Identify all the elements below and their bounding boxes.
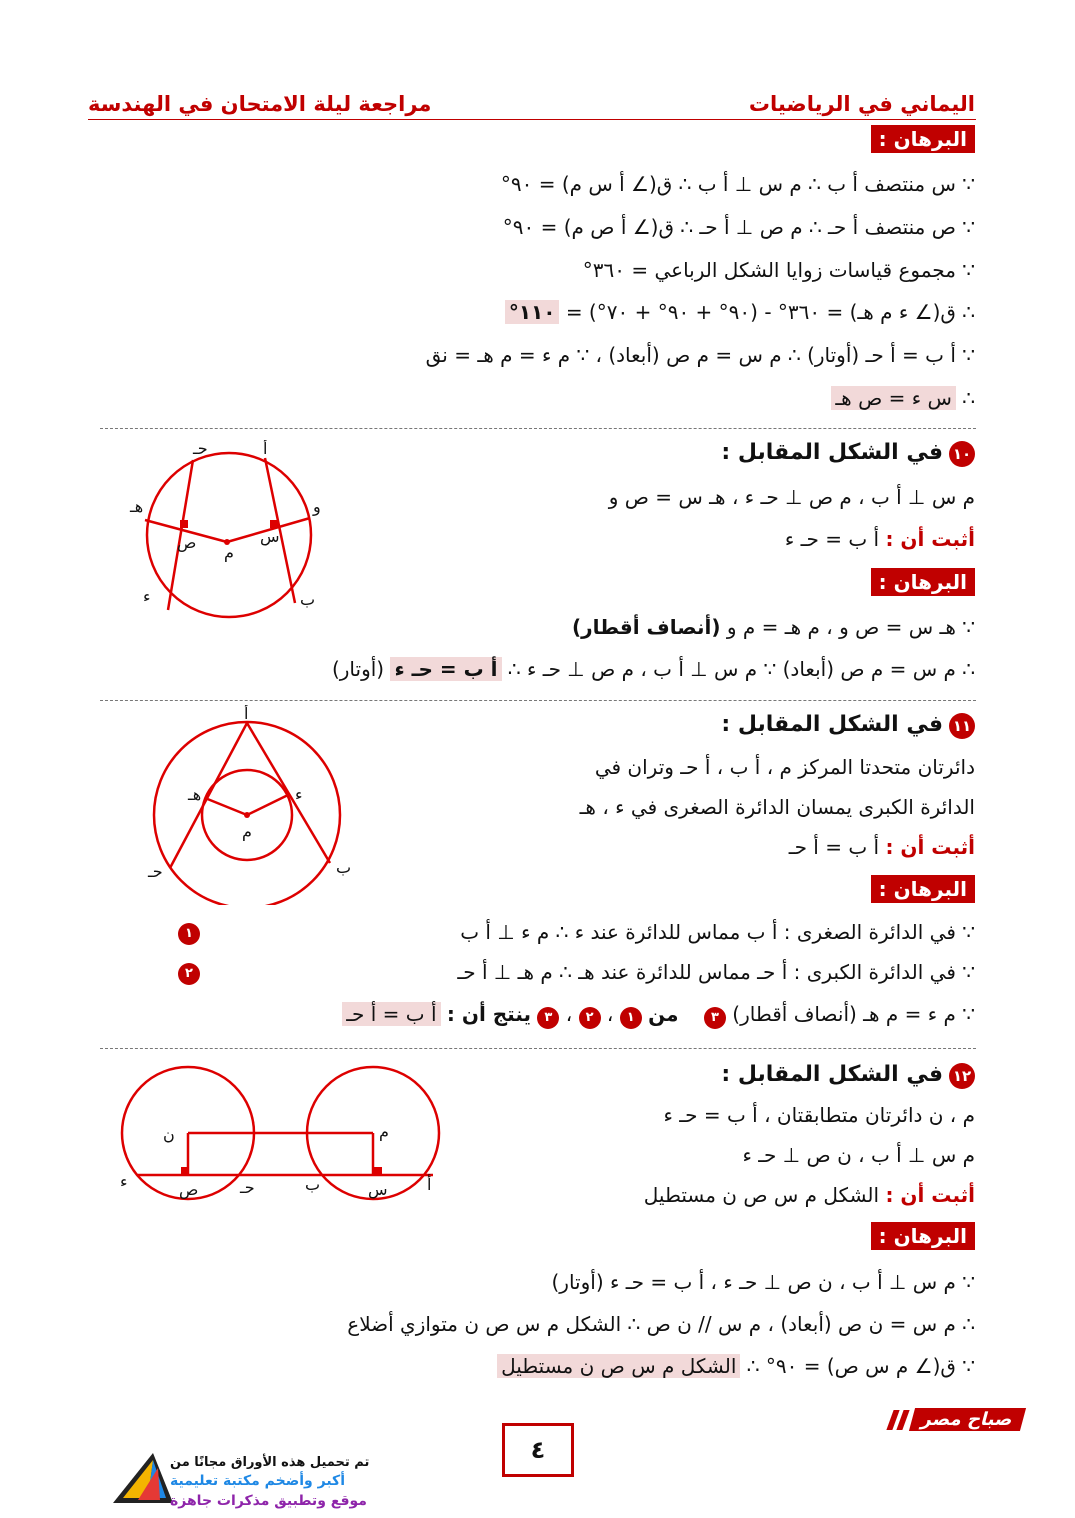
q11-figure (140, 705, 360, 905)
page-number: ٤ (502, 1423, 574, 1477)
separator (100, 428, 976, 429)
q11-label-e: حـ (148, 862, 163, 881)
q12-proof-badge: البرهان : (871, 1222, 975, 1250)
q11-number: ١١ (949, 713, 975, 739)
q10-proof-badge: البرهان : (871, 568, 975, 596)
q10-given: م س ⊥ أ ب ، م ص ⊥ حـ ء ، هـ س = ص و (608, 485, 975, 509)
q12-proof-2: ∴ م س = ن ص (أبعاد) ، م س // ن ص ∴ الشكل م س ص ن متوازي أضلاع (347, 1312, 975, 1336)
proof-badge: البرهان : (871, 125, 975, 153)
p9-line-4: ∴ ق(∠ ء م هـ) = ٣٦٠° - (٩٠° + ٩٠° + ٧٠°) = ١١٠° (505, 300, 975, 324)
q12-label-n: ن (163, 1125, 175, 1144)
q11-label-b: هـ (188, 785, 202, 804)
q12-label-d: ء (120, 1172, 128, 1191)
q12-label-sin: س (368, 1180, 388, 1199)
q12-label-m: م (379, 1122, 389, 1141)
q11-proof-badge: البرهان : (871, 875, 975, 903)
p9-line-1: ∵ س منتصف أ ب ∴ م س ⊥ أ ب ∴ ق(∠ أ س م) = ٩٠° (500, 172, 975, 196)
q12-figure (115, 1055, 450, 1205)
q12-label-b: ب (305, 1175, 321, 1194)
q10-prove: أثبت أن : أ ب = حـ ء (784, 527, 975, 551)
q11-given-1: دائرتان متحدتا المركز م ، أ ب ، أ حـ وتران في (594, 755, 975, 779)
q10-label-g: م (224, 543, 234, 562)
p9-line-5: ∵ أ ب = أ حـ (أوتار) ∴ م س = م ص (أبعاد) ، ∵ م ء = م هـ = نق (425, 343, 975, 367)
q10-label-i: ب (300, 590, 316, 609)
promo-logo-icon (108, 1448, 178, 1510)
q10-label-a: حـ (193, 440, 208, 458)
q11-label-f: ب (336, 858, 352, 877)
q10-proof-1: ∵ هـ س = ص و ، م هـ = م و (أنصاف أقطار) (572, 615, 975, 639)
p9-line-6: ∴ س ء = ص هـ (831, 386, 975, 410)
brand-name: صباح مصر (909, 1408, 1026, 1431)
q11-proof-3: ∵ م ء = م هـ (أنصاف أقطار) ٣ من ١ ، ٢ ، ٣ ينتج أن : أ ب = أ حـ (342, 1002, 975, 1029)
promo-line-2: أكبر وأضخم مكتبة تعليمية (170, 1473, 345, 1489)
q10-label-f: ص (177, 533, 197, 552)
q10-label-h: ء (143, 587, 151, 606)
q11-given-2: الدائرة الكبرى يمسان الدائرة الصغرى في ء ، هـ (579, 795, 975, 819)
circle-num-1: ١ (178, 923, 200, 945)
q12-label-s: ص (179, 1180, 199, 1199)
promo-line-1: تم تحميل هذه الأوراق مجانًا من (170, 1455, 370, 1470)
q12-given-1: م ، ن دائرتان متطابقتان ، أ ب = حـ ء (663, 1103, 975, 1127)
p9-line-2: ∵ ص منتصف أ حـ ∴ م ص ⊥ أ حـ ∴ ق(∠ أ ص م) = ٩٠° (502, 215, 975, 239)
q11-answer: أ ب = أ حـ (342, 1002, 440, 1026)
q12-title: ١٢في الشكل المقابل : (721, 1062, 975, 1089)
circle-num-2: ٢ (178, 963, 200, 985)
q11-label-a: أ (244, 705, 249, 723)
q10-label-d: هـ (130, 497, 144, 516)
q12-prove: أثبت أن : الشكل م س ص ن مستطيل (643, 1183, 975, 1207)
q11-label-c: ء (295, 785, 303, 804)
brand-logo (890, 1408, 1023, 1431)
header-rule (88, 119, 976, 120)
separator (100, 1048, 976, 1049)
q10-label-c: و (313, 497, 321, 516)
header-left: مراجعة ليلة الامتحان في الهندسة (88, 92, 432, 116)
q12-given-2: م س ⊥ أ ب ، ن ص ⊥ حـ ء (742, 1143, 975, 1167)
q12-number: ١٢ (949, 1063, 975, 1089)
q11-proof-1: ∵ في الدائرة الصغرى : أ ب مماس للدائرة عند ء ∴ م ء ⊥ أ ب (460, 920, 975, 944)
q10-label-b: أ (263, 440, 268, 458)
header-right: اليماني في الرياضيات (748, 92, 975, 116)
separator (100, 700, 976, 701)
q10-figure (125, 440, 325, 620)
p9-answer-2: س ء = ص هـ (831, 386, 956, 410)
q11-prove: أثبت أن : أ ب = أ حـ (788, 835, 975, 859)
q12-proof-1: ∵ م س ⊥ أ ب ، ن ص ⊥ حـ ء ، أ ب = حـ ء (أوتار) (551, 1270, 975, 1294)
q12-proof-3: ∵ ق(∠ م س ص) = ٩٠° ∴ الشكل م س ص ن مستطيل (497, 1354, 975, 1378)
q10-title: ١٠في الشكل المقابل : (721, 440, 975, 467)
q10-number: ١٠ (949, 441, 975, 467)
q11-label-d: م (242, 822, 252, 841)
q12-label-h: حـ (240, 1178, 255, 1197)
q11-title: ١١في الشكل المقابل : (721, 712, 975, 739)
q10-label-e: س (260, 527, 280, 546)
p9-answer-1: ١١٠° (505, 300, 560, 324)
q11-proof-2: ∵ في الدائرة الكبرى : أ حـ مماس للدائرة عند هـ ∴ م هـ ⊥ أ حـ (457, 960, 975, 984)
q12-label-a: أ (427, 1175, 432, 1194)
p9-line-3: ∵ مجموع قياسات زوايا الشكل الرباعي = ٣٦٠° (582, 258, 975, 282)
q10-proof-2: ∴ م س = م ص (أبعاد) ∵ م س ⊥ أ ب ، م ص ⊥ حـ ء ∴ أ ب = حـ ء (أوتار) (331, 657, 975, 681)
promo-line-3: موقع وتطبيق مذكرات جاهزة (170, 1493, 367, 1509)
q12-answer: الشكل م س ص ن مستطيل (497, 1354, 740, 1378)
q10-answer: أ ب = حـ ء (390, 657, 501, 681)
